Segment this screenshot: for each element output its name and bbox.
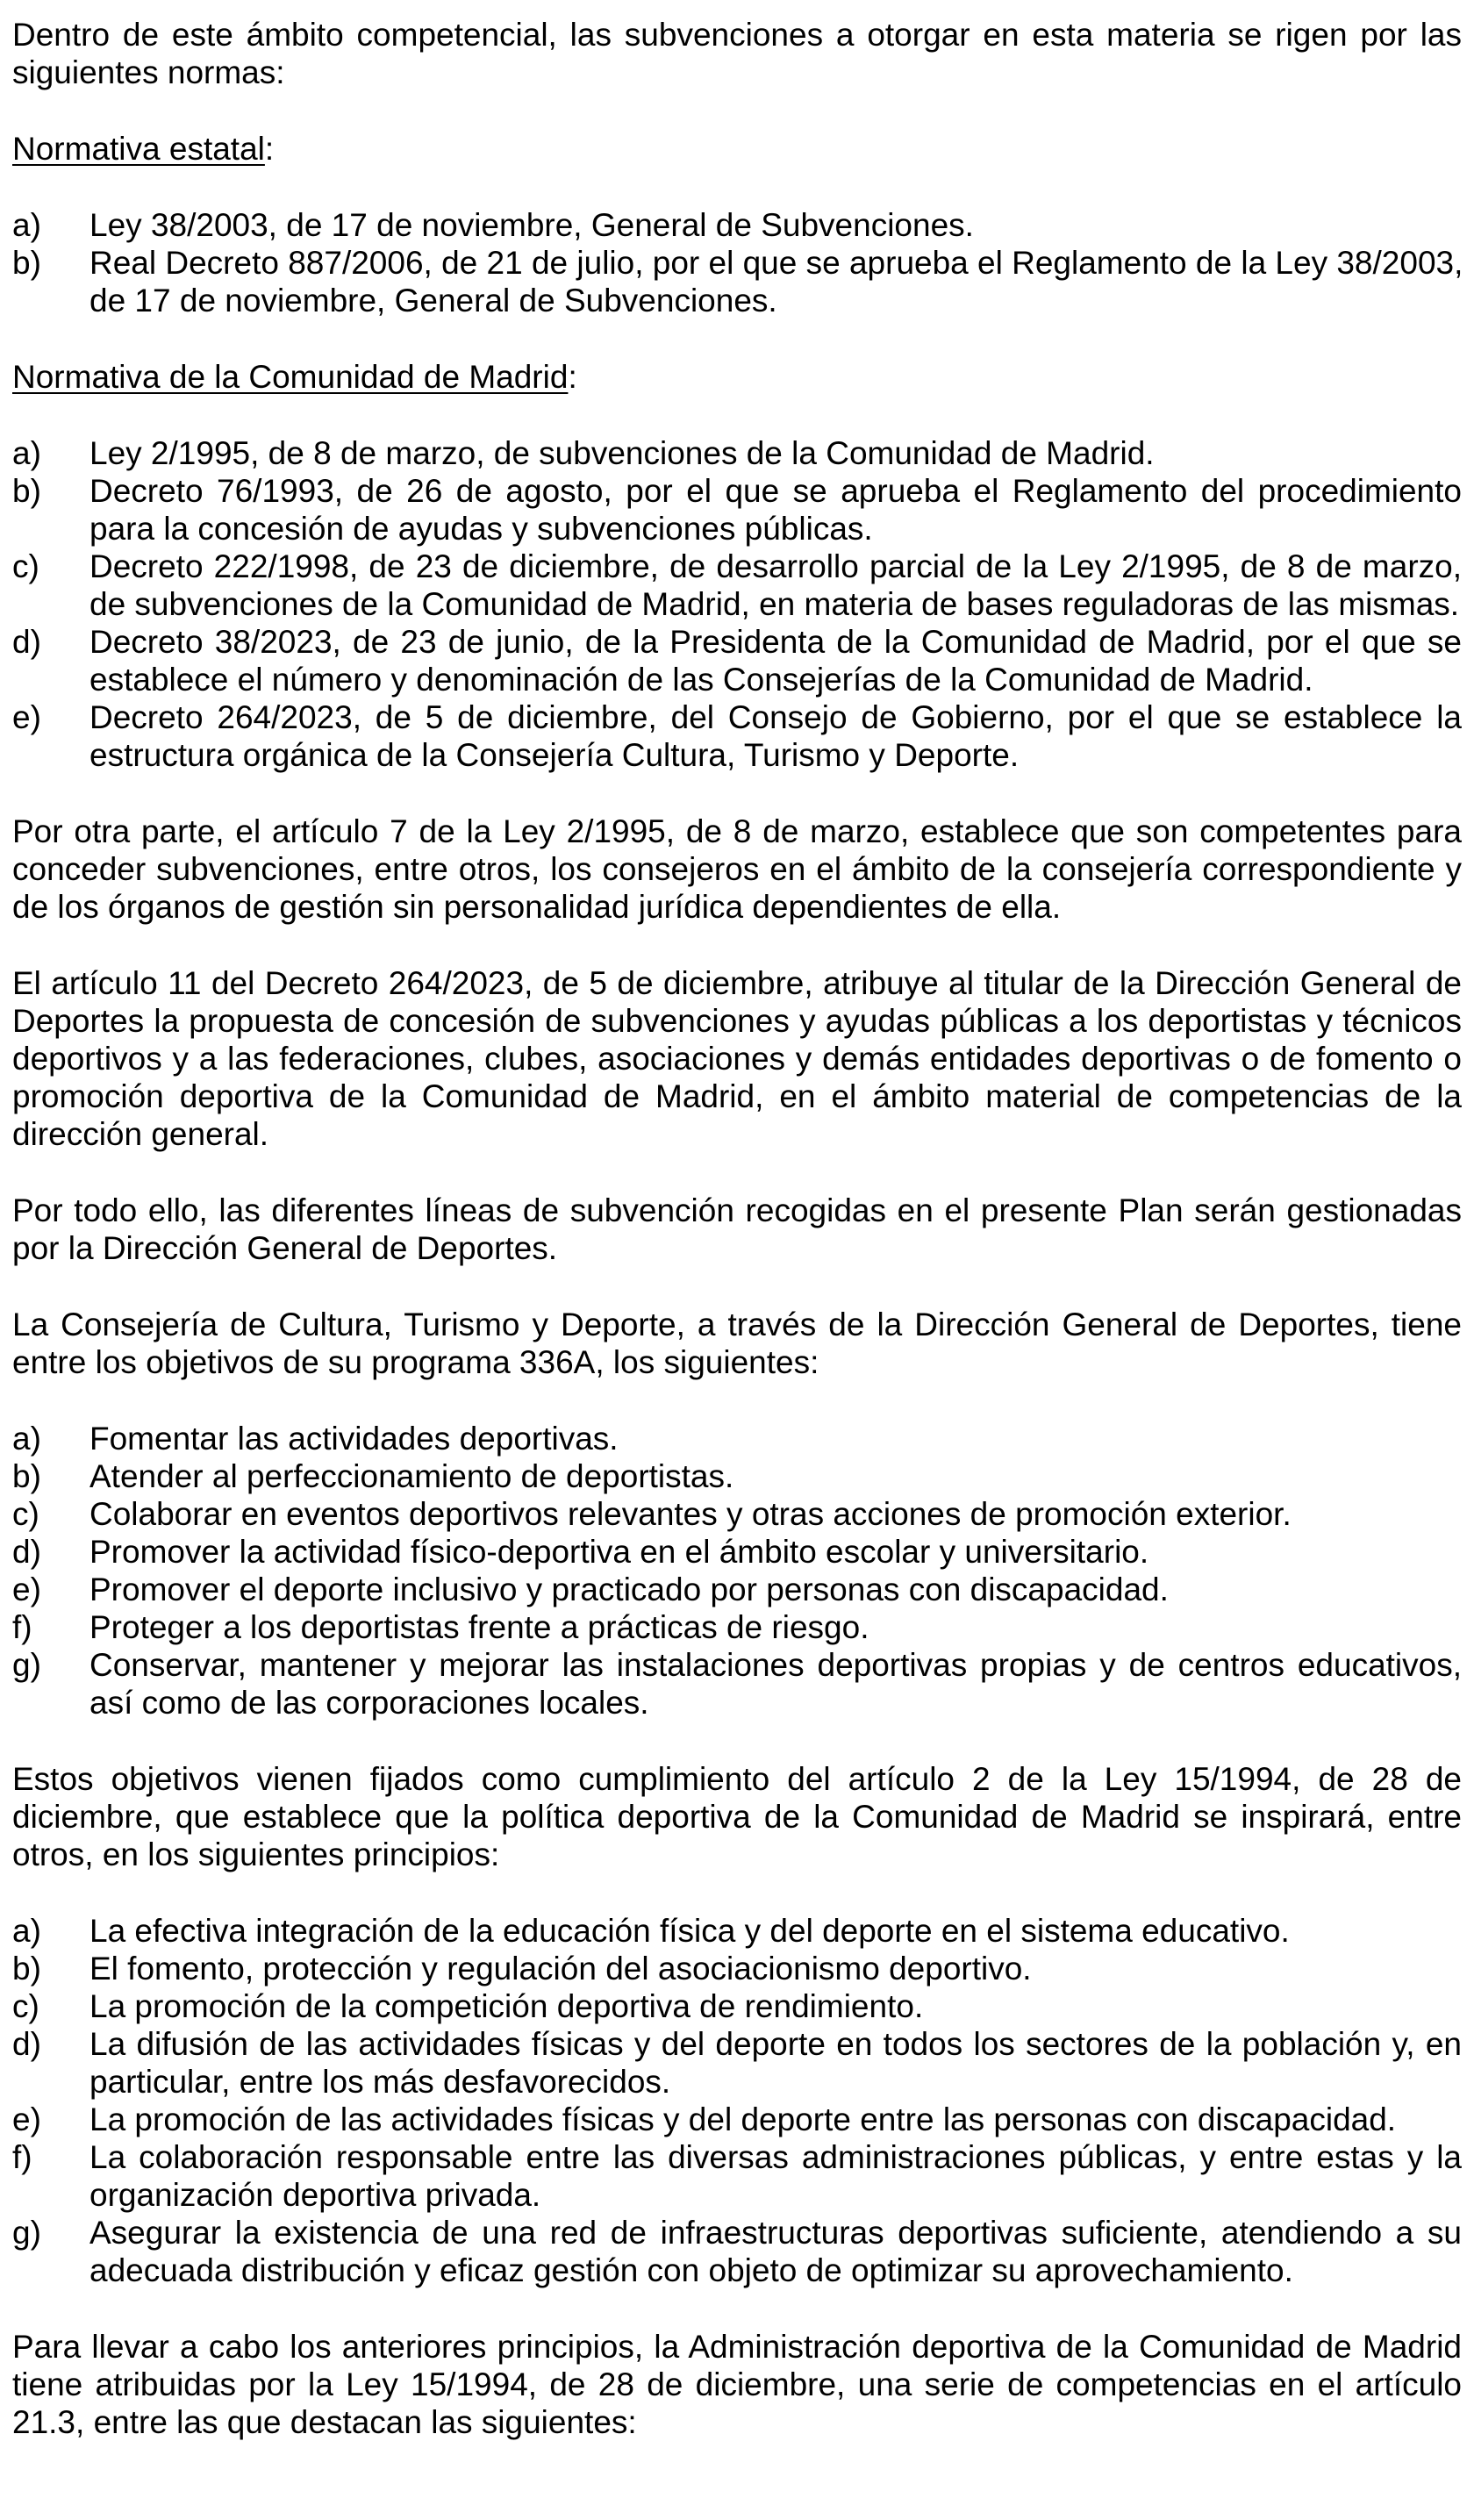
text-line: promoción deportiva de la Comunidad de Madrid, en el ámbito material de competencias de la <box>12 1078 1462 1114</box>
list-item-label: a) <box>12 207 41 243</box>
list-item-label: c) <box>12 1496 39 1532</box>
list-item-label: e) <box>12 2101 41 2137</box>
list-item <box>12 1495 1462 1533</box>
text-line: de subvenciones de la Comunidad de Madrid, en materia de bases reguladoras de las mismas. <box>89 586 1460 622</box>
text-line: Promover la actividad físico-deportiva en el ámbito escolar y universitario. <box>89 1534 1149 1570</box>
list-item <box>12 1950 1462 1987</box>
text-line: Ley 2/1995, de 8 de marzo, de subvenciones de la Comunidad de Madrid. <box>89 435 1155 471</box>
list-item-label: g) <box>12 2215 41 2251</box>
paragraph <box>12 2328 1462 2441</box>
list-item-label: f) <box>12 1609 32 1645</box>
text-line: Dentro de este ámbito competencial, las subvenciones a otorgar en esta materia se rigen por las <box>12 17 1462 53</box>
text-line: así como de las corporaciones locales. <box>89 1685 649 1721</box>
heading-colon: : <box>568 359 577 395</box>
heading-colon: : <box>264 131 275 167</box>
section-heading <box>12 358 1462 396</box>
text-line: La efectiva integración de la educación física y del deporte en el sistema educativo. <box>89 1913 1290 1949</box>
list-item-label: f) <box>12 2139 32 2175</box>
list-item-label: b) <box>12 1951 41 1987</box>
list-item-label: b) <box>12 1458 41 1494</box>
paragraph <box>12 813 1462 926</box>
list-item <box>12 434 1462 472</box>
heading-line <box>12 130 1462 168</box>
text-line: La Consejería de Cultura, Turismo y Deporte, a través de la Dirección General de Deportes, tiene <box>12 1307 1462 1342</box>
list-item <box>12 1457 1462 1495</box>
lettered-list <box>12 1420 1462 1722</box>
list-item-label: g) <box>12 1647 41 1683</box>
list-item <box>12 1912 1462 1950</box>
text-line: La promoción de la competición deportiva de rendimiento. <box>89 1988 924 2024</box>
list-item-label: c) <box>12 1988 39 2024</box>
text-line: dirección general. <box>12 1116 269 1152</box>
text-line: Asegurar la existencia de una red de infraestructuras deportivas suficiente, atendiendo a su <box>89 2215 1462 2251</box>
list-item <box>12 698 1462 774</box>
paragraph <box>12 1760 1462 1873</box>
list-item-label: a) <box>12 1421 41 1457</box>
text-line: Conservar, mantener y mejorar las instalaciones deportivas propias y de centros educativos, <box>89 1647 1462 1683</box>
text-line: Atender al perfeccionamiento de deportistas. <box>89 1458 734 1494</box>
text-line: Decreto 264/2023, de 5 de diciembre, del Consejo de Gobierno, por el que se establece la <box>89 699 1462 735</box>
lettered-list <box>12 206 1462 319</box>
document-page <box>12 16 1462 2441</box>
text-line: de 17 de noviembre, General de Subvenciones. <box>89 283 777 319</box>
list-item <box>12 244 1462 319</box>
text-line: Fomentar las actividades deportivas. <box>89 1421 619 1457</box>
text-line: otros, en los siguientes principios: <box>12 1836 500 1872</box>
list-item-label: b) <box>12 473 41 509</box>
text-line: Deportes la propuesta de concesión de subvenciones y ayudas públicas a los deportistas y técnicos <box>12 1003 1462 1039</box>
text-line: 21.3, entre las que destacan las siguientes: <box>12 2404 637 2440</box>
list-item <box>12 1533 1462 1571</box>
list-item-label: b) <box>12 245 41 281</box>
text-line: Colaborar en eventos deportivos relevantes y otras acciones de promoción exterior. <box>89 1496 1292 1532</box>
text-line: por la Dirección General de Deportes. <box>12 1230 558 1266</box>
list-item <box>12 2025 1462 2101</box>
text-line: La colaboración responsable entre las diversas administraciones públicas, y entre estas y la <box>89 2139 1462 2175</box>
text-line: deportivos y a las federaciones, clubes, asociaciones y demás entidades deportivas o de fomento o <box>12 1041 1462 1077</box>
text-line: establece el número y denominación de las Consejerías de la Comunidad de Madrid. <box>89 662 1313 698</box>
list-item-label: e) <box>12 699 41 735</box>
text-line: Para llevar a cabo los anteriores principios, la Administración deportiva de la Comunidad de Madrid <box>12 2329 1462 2365</box>
text-line: estructura orgánica de la Consejería Cultura, Turismo y Deporte. <box>89 737 1020 773</box>
list-item <box>12 2138 1462 2214</box>
list-item <box>12 1571 1462 1608</box>
text-line: La difusión de las actividades físicas y del deporte en todos los sectores de la población y, en <box>89 2026 1462 2062</box>
text-line: Decreto 76/1993, de 26 de agosto, por el que se aprueba el Reglamento del procedimiento <box>89 473 1462 509</box>
list-item-label: e) <box>12 1571 41 1607</box>
list-item <box>12 1646 1462 1722</box>
text-line: Proteger a los deportistas frente a prácticas de riesgo. <box>89 1609 869 1645</box>
paragraph <box>12 16 1462 91</box>
text-line: tiene atribuidas por la Ley 15/1994, de 28 de diciembre, una serie de competencias en el artículo <box>12 2366 1462 2402</box>
list-item-label: d) <box>12 2026 41 2062</box>
heading-text: Normativa estatal <box>12 131 265 167</box>
text-line: Por otra parte, el artículo 7 de la Ley 2/1995, de 8 de marzo, establece que son competentes para <box>12 813 1462 849</box>
text-line: entre los objetivos de su programa 336A, los siguientes: <box>12 1344 819 1380</box>
text-line: El artículo 11 del Decreto 264/2023, de 5 de diciembre, atribuye al titular de la Dirección General de <box>12 965 1462 1001</box>
text-line: organización deportiva privada. <box>89 2177 541 2213</box>
text-line: Ley 38/2003, de 17 de noviembre, General de Subvenciones. <box>89 207 974 243</box>
list-item <box>12 1420 1462 1457</box>
list-item <box>12 206 1462 244</box>
text-line: para la concesión de ayudas y subvenciones públicas. <box>89 511 873 547</box>
text-line: adecuada distribución y eficaz gestión con objeto de optimizar su aprovechamiento. <box>89 2252 1293 2288</box>
list-item <box>12 1987 1462 2025</box>
list-item-label: c) <box>12 548 39 584</box>
text-line: Por todo ello, las diferentes líneas de subvención recogidas en el presente Plan serán gestionadas <box>12 1192 1462 1228</box>
text-line: conceder subvenciones, entre otros, los consejeros en el ámbito de la consejería correspondiente y <box>12 851 1462 887</box>
lettered-list <box>12 1912 1462 2289</box>
text-line: Promover el deporte inclusivo y practicado por personas con discapacidad. <box>89 1571 1169 1607</box>
text-line: Estos objetivos vienen fijados como cumplimiento del artículo 2 de la Ley 15/1994, de 28 de <box>12 1761 1462 1797</box>
heading-text: Normativa de la Comunidad de Madrid <box>12 359 569 395</box>
list-item-label: d) <box>12 1534 41 1570</box>
list-item <box>12 2214 1462 2289</box>
text-line: siguientes normas: <box>12 54 285 90</box>
text-line: Decreto 38/2023, de 23 de junio, de la Presidenta de la Comunidad de Madrid, por el que se <box>89 624 1462 660</box>
text-line: de los órganos de gestión sin personalidad jurídica dependientes de ella. <box>12 889 1062 925</box>
list-item <box>12 548 1462 623</box>
paragraph <box>12 1192 1462 1267</box>
paragraph <box>12 964 1462 1153</box>
list-item <box>12 1608 1462 1646</box>
paragraph <box>12 1306 1462 1381</box>
list-item <box>12 623 1462 698</box>
section-heading <box>12 130 1462 168</box>
text-line: particular, entre los más desfavorecidos. <box>89 2064 671 2100</box>
list-item-label: a) <box>12 435 41 471</box>
text-line: Decreto 222/1998, de 23 de diciembre, de desarrollo parcial de la Ley 2/1995, de 8 de marzo, <box>89 548 1462 584</box>
heading-line <box>12 358 1462 396</box>
text-line: La promoción de las actividades físicas y del deporte entre las personas con discapacidad. <box>89 2101 1397 2137</box>
list-item-label: a) <box>12 1913 41 1949</box>
text-line: El fomento, protección y regulación del asociacionismo deportivo. <box>89 1951 1032 1987</box>
list-item <box>12 2101 1462 2138</box>
lettered-list <box>12 434 1462 774</box>
list-item <box>12 472 1462 548</box>
text-line: Real Decreto 887/2006, de 21 de julio, por el que se aprueba el Reglamento de la Ley 38/2003, <box>89 245 1463 281</box>
text-line: diciembre, que establece que la política deportiva de la Comunidad de Madrid se inspirará, entre <box>12 1799 1462 1835</box>
list-item-label: d) <box>12 624 41 660</box>
